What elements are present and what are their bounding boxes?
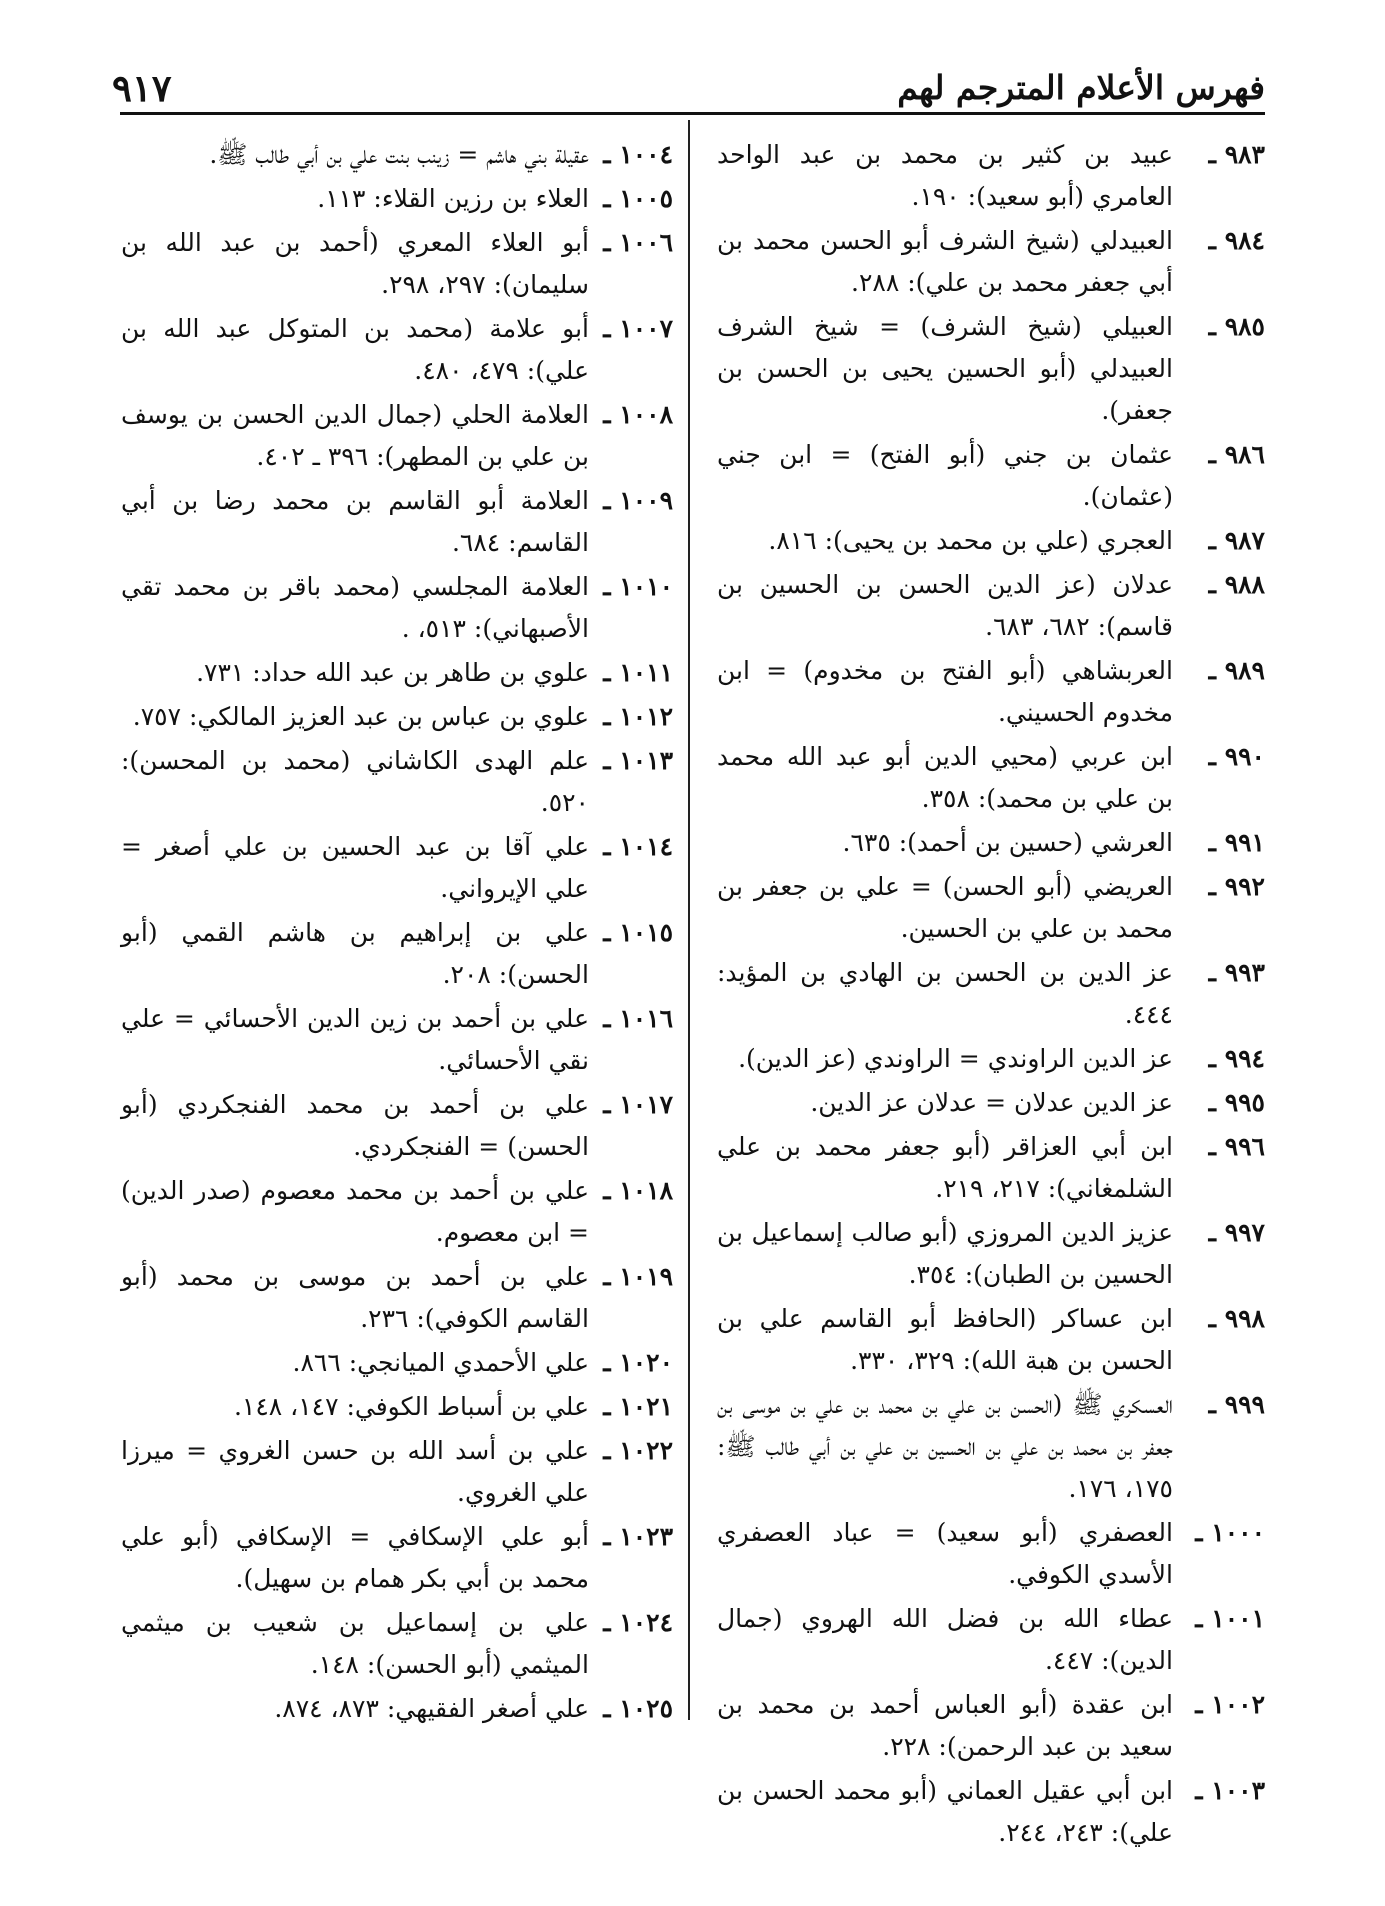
entry-text: علي بن أحمد بن موسى بن محمد (أبو القاسم الكوفي): ٢٣٦. [121, 1262, 589, 1333]
entry-number: ٩٨٦ ـ [1208, 440, 1265, 469]
entry-text: أبو العلاء المعري (أحمد بن عبد الله بن سليمان): ٢٩٧، ٢٩٨. [121, 228, 589, 299]
right-column [717, 134, 1265, 1856]
entry-number: ١٠١٨ ـ [603, 1176, 673, 1205]
entry-number: ١٠٠١ ـ [1195, 1604, 1265, 1633]
entry-text: العرشي (حسين بن أحمد): ٦٣٥. [842, 828, 1173, 857]
entry-number: ١٠٠٥ ـ [603, 184, 673, 213]
entry-text: علي آقا بن عبد الحسين بن علي أصغر = علي الإيرواني. [121, 832, 589, 903]
entry-number: ٩٨٥ ـ [1208, 312, 1265, 341]
entry-text: العسكري ﷺ (الحسن بن علي بن محمد بن علي بن موسى بن جعفر بن محمد بن علي بن الحسين بن علي بن أبي طالب ﷺ: ١٧٥، ١٧٦. [717, 1390, 1173, 1503]
entry-number: ١٠٢٢ ـ [603, 1436, 673, 1465]
entry-text: عزيز الدين المروزي (أبو صالب إسماعيل بن الحسين بن الطبان): ٣٥٤. [717, 1218, 1173, 1289]
index-entry [121, 1386, 673, 1428]
entry-number: ٩٩٢ ـ [1208, 872, 1265, 901]
index-entry [717, 520, 1265, 562]
index-entry [717, 220, 1265, 304]
entry-text: علي بن أحمد بن محمد معصوم (صدر الدين) = ابن معصوم. [121, 1176, 589, 1247]
entry-text: عز الدين الراوندي = الراوندي (عز الدين). [738, 1044, 1173, 1073]
index-entry [717, 736, 1265, 820]
entry-number: ٩٨٣ ـ [1208, 140, 1265, 169]
entry-number: ٩٩٤ ـ [1208, 1044, 1265, 1073]
entry-number: ٩٩٣ ـ [1208, 958, 1265, 987]
entry-number: ١٠٠٢ ـ [1195, 1690, 1265, 1719]
entry-text: عدلان (عز الدين الحسن بن الحسين بن قاسم): ٦٨٢، ٦٨٣. [717, 570, 1173, 641]
entry-number: ٩٩٠ ـ [1208, 742, 1265, 771]
entry-number: ١٠٠٩ ـ [603, 486, 673, 515]
entry-text: ابن عقدة (أبو العباس أحمد بن محمد بن سعيد بن عبد الرحمن): ٢٢٨. [717, 1690, 1173, 1761]
index-entry [717, 1384, 1265, 1510]
index-entry [717, 1598, 1265, 1682]
entry-number: ١٠٠٧ ـ [603, 314, 673, 343]
index-entry [717, 306, 1265, 432]
entry-text: عطاء الله بن فضل الله الهروي (جمال الدين): ٤٤٧. [717, 1604, 1173, 1675]
page-number: ٩١٧ [112, 66, 172, 110]
entry-text: ابن عساكر (الحافظ أبو القاسم علي بن الحسن بن هبة الله): ٣٢٩، ٣٣٠. [717, 1304, 1173, 1375]
index-entry [121, 1342, 673, 1384]
entry-text: علوي بن عباس بن عبد العزيز المالكي: ٧٥٧. [132, 702, 589, 731]
entry-text: عقيلة بني هاشم = زينب بنت علي بن أبي طالب ﷺ. [209, 140, 589, 169]
running-title: فهرس الأعلام المترجم لهم [897, 68, 1265, 107]
entry-number: ٩٩٥ ـ [1208, 1088, 1265, 1117]
index-entry [121, 1430, 673, 1514]
entry-number: ١٠١٠ ـ [603, 572, 673, 601]
index-entry [717, 1038, 1265, 1080]
entry-text: العلاء بن رزين القلاء: ١١٣. [317, 184, 589, 213]
entry-text: عثمان بن جني (أبو الفتح) = ابن جني (عثمان). [717, 440, 1173, 511]
entry-number: ٩٩٩ ـ [1208, 1390, 1265, 1419]
entry-number: ٩٩٧ ـ [1208, 1218, 1265, 1247]
index-entry [717, 866, 1265, 950]
entry-text: علي بن إسماعيل بن شعيب بن ميثمي الميثمي (أبو الحسن): ١٤٨. [121, 1608, 589, 1679]
entry-text: العجري (علي بن محمد بن يحيى): ٨١٦. [768, 526, 1173, 555]
index-entry [121, 308, 673, 392]
entry-number: ١٠١٤ ـ [603, 832, 673, 861]
entry-number: ١٠٢١ ـ [603, 1392, 673, 1421]
index-entry [121, 134, 673, 176]
index-entry [121, 480, 673, 564]
entry-text: علي بن أسد الله بن حسن الغروي = ميرزا علي الغروي. [121, 1436, 589, 1507]
entry-text: علي بن أحمد بن زين الدين الأحسائي = علي نقي الأحسائي. [121, 1004, 589, 1075]
entry-text: عبيد بن كثير بن محمد بن عبد الواحد العامري (أبو سعيد): ١٩٠. [717, 140, 1173, 211]
entry-number: ٩٨٤ ـ [1208, 226, 1265, 255]
entry-number: ١٠١٩ ـ [603, 1262, 673, 1291]
index-entry [717, 1212, 1265, 1296]
entry-text: العربشاهي (أبو الفتح بن مخدوم) = ابن مخدوم الحسيني. [717, 656, 1173, 727]
entry-text: علي بن إبراهيم بن هاشم القمي (أبو الحسن): ٢٠٨. [121, 918, 589, 989]
entry-text: أبو علي الإسكافي = الإسكافي (أبو علي محمد بن أبي بكر همام بن سهيل). [121, 1522, 589, 1593]
entry-number: ٩٩٦ ـ [1208, 1132, 1265, 1161]
column-divider [688, 120, 690, 1720]
header-rule [120, 112, 1265, 115]
index-entry [717, 564, 1265, 648]
entry-text: علي الأحمدي الميانجي: ٨٦٦. [292, 1348, 589, 1377]
entry-text: العلامة الحلي (جمال الدين الحسن بن يوسف بن علي بن المطهر): ٣٩٦ ـ ٤٠٢. [121, 400, 589, 471]
entry-number: ٩٩١ ـ [1208, 828, 1265, 857]
index-entry [717, 650, 1265, 734]
entry-text: عز الدين بن الحسن بن الهادي بن المؤيد: ٤٤٤. [717, 958, 1173, 1029]
index-entry [121, 1516, 673, 1600]
index-entry [717, 952, 1265, 1036]
entry-number: ١٠٠٣ ـ [1195, 1776, 1265, 1805]
entry-text: علم الهدى الكاشاني (محمد بن المحسن): ٥٢٠. [121, 746, 589, 817]
entry-text: أبو علامة (محمد بن المتوكل عبد الله بن علي): ٤٧٩، ٤٨٠. [121, 314, 589, 385]
entry-number: ١٠١١ ـ [603, 658, 673, 687]
entry-text: ابن عربي (محيي الدين أبو عبد الله محمد بن علي بن محمد): ٣٥٨. [717, 742, 1173, 813]
entry-number: ١٠٢٤ ـ [603, 1608, 673, 1637]
entry-text: عز الدين عدلان = عدلان عز الدين. [810, 1088, 1173, 1117]
entry-number: ١٠٠٨ ـ [603, 400, 673, 429]
index-entry [121, 1688, 673, 1730]
index-entry [717, 1684, 1265, 1768]
index-entry [121, 1084, 673, 1168]
entry-number: ١٠٠٠ ـ [1195, 1518, 1265, 1547]
index-entry [717, 1126, 1265, 1210]
entry-text: العلامة أبو القاسم بن محمد رضا بن أبي القاسم: ٦٨٤. [121, 486, 589, 557]
index-entry [121, 222, 673, 306]
index-entry [121, 1256, 673, 1340]
entry-number: ١٠٠٦ ـ [603, 228, 673, 257]
index-entry [121, 998, 673, 1082]
entry-text: العريضي (أبو الحسن) = علي بن جعفر بن محمد بن علي بن الحسين. [717, 872, 1173, 943]
entry-number: ١٠٢٥ ـ [603, 1694, 673, 1723]
entry-text: علي بن أسباط الكوفي: ١٤٧، ١٤٨. [233, 1392, 589, 1421]
entry-number: ٩٨٧ ـ [1208, 526, 1265, 555]
entry-number: ١٠٢٠ ـ [603, 1348, 673, 1377]
index-entry [121, 912, 673, 996]
index-entry [717, 1298, 1265, 1382]
entry-number: ١٠٠٤ ـ [603, 140, 673, 169]
index-entry [121, 566, 673, 650]
entry-text: ابن أبي العزاقر (أبو جعفر محمد بن علي الشلمغاني): ٢١٧، ٢١٩. [717, 1132, 1173, 1203]
entry-number: ١٠١٥ ـ [603, 918, 673, 947]
entry-text: العصفري (أبو سعيد) = عباد العصفري الأسدي الكوفي. [717, 1518, 1173, 1589]
entry-number: ١٠١٧ ـ [603, 1090, 673, 1119]
entry-text: العلامة المجلسي (محمد باقر بن محمد تقي الأصبهاني): ٥١٣، . [121, 572, 589, 643]
left-column [121, 134, 673, 1732]
index-entry [121, 1602, 673, 1686]
index-entry [717, 1512, 1265, 1596]
entry-number: ٩٨٩ ـ [1208, 656, 1265, 685]
entry-number: ٩٩٨ ـ [1208, 1304, 1265, 1333]
index-entry [121, 740, 673, 824]
entry-text: العبيلي (شيخ الشرف) = شيخ الشرف العبيدلي (أبو الحسين يحيى بن الحسن بن جعفر). [717, 312, 1173, 425]
entry-number: ١٠١٦ ـ [603, 1004, 673, 1033]
entry-text: علي أصغر الفقيهي: ٨٧٣، ٨٧٤. [274, 1694, 589, 1723]
entry-text: العبيدلي (شيخ الشرف أبو الحسن محمد بن أبي جعفر محمد بن علي): ٢٨٨. [717, 226, 1173, 297]
index-entry [121, 652, 673, 694]
entry-number: ١٠١٢ ـ [603, 702, 673, 731]
index-entry [121, 1170, 673, 1254]
entry-text: علوي بن طاهر بن عبد الله حداد: ٧٣١. [196, 658, 589, 687]
index-entry [717, 1770, 1265, 1854]
index-entry [121, 394, 673, 478]
index-entry [717, 434, 1265, 518]
entry-number: ١٠١٣ ـ [603, 746, 673, 775]
entry-text: ابن أبي عقيل العماني (أبو محمد الحسن بن علي): ٢٤٣، ٢٤٤. [717, 1776, 1173, 1847]
index-entry [121, 696, 673, 738]
index-entry [717, 822, 1265, 864]
index-entry [717, 134, 1265, 218]
index-entry [121, 826, 673, 910]
entry-number: ١٠٢٣ ـ [603, 1522, 673, 1551]
index-entry [717, 1082, 1265, 1124]
index-entry [121, 178, 673, 220]
entry-text: علي بن أحمد بن محمد الفنجكردي (أبو الحسن) = الفنجكردي. [121, 1090, 589, 1161]
entry-number: ٩٨٨ ـ [1208, 570, 1265, 599]
